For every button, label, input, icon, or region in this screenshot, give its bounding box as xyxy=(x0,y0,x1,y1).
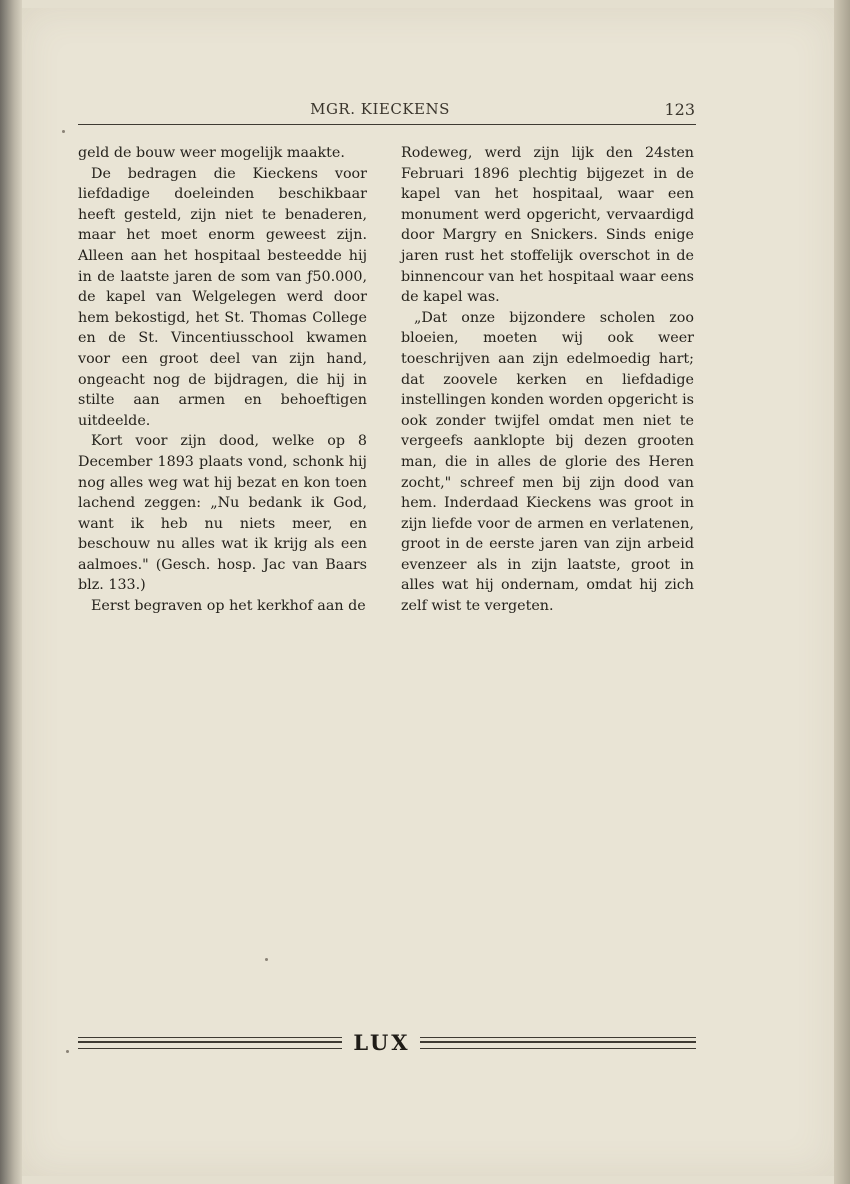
header-rule xyxy=(78,124,696,125)
footer-ornament xyxy=(78,1030,696,1054)
book-binding xyxy=(0,0,22,1184)
paragraph: geld de bouw weer mogelijk maakte. xyxy=(78,145,345,161)
paragraph: De bedragen die Kieckens voor liefdadige doeleinden beschikbaar heeft gesteld, zijn niet te benaderen, maar het moet enorm geweest zijn. Alleen aan het hospitaal besteedde hij in de laatste jaren de som van ƒ50.000, de kapel van Welgelegen werd door hem bekostigd, het St. Thomas College en de St. Vincentiusschool kwamen voor een groot deel van zijn hand, ongeacht nog de bijdragen, die hij in stilte aan armen en behoeftigen uitdeelde. xyxy=(78,165,367,429)
footer-rule-right xyxy=(420,1037,696,1049)
paragraph: „Dat onze bijzondere scholen zoo bloeien, moeten wij ook weer toeschrijven aan zijn edelmoedig hart; dat zoovele kerken en liefdadige instellingen konden worden opgericht is ook zonder twijfel omdat men niet te vergeefs aanklopte bij dezen grooten man, die in alles de glorie des Heren zocht," schreef men bij zijn dood van hem. Inderdaad Kieckens was groot in zijn liefde voor de armen en verlatenen, groot in de eerste jaren van zijn arbeid evenzeer als in zijn laatste, groot in alles wat hij ondernam, omdat hij zich zelf wist te vergeten. xyxy=(401,309,694,615)
paragraph: Kort voor zijn dood, welke op 8 December 1893 plaats vond, schonk hij nog alles weg wat hij bezat en kon toen lachend zeggen: „Nu bedank ik God, want ik heb nu niets meer, en beschouw nu alles wat ik krijg als een aalmoes." (Gesch. hosp. Jac van Baars blz. 133.) xyxy=(78,433,367,594)
paragraph: Eerst begraven op het kerkhof aan de xyxy=(91,598,366,615)
paper-speck xyxy=(265,958,268,961)
footer-rule-left xyxy=(78,1037,342,1049)
paper-speck xyxy=(62,130,65,133)
paragraph: Rodeweg, werd zijn lijk den 24sten Februari 1896 plechtig bijgezet in de kapel van het hospitaal, waar een monument werd opgericht, vervaardigd door Margry en Snickers. Sinds enige jaren rust het stoffelijk overschot in de binnencour van het hospitaal waar eens de kapel was. xyxy=(401,145,694,306)
page-number: 123 xyxy=(664,100,695,119)
left-column xyxy=(78,143,367,617)
running-header-title: MGR. KIECKENS xyxy=(310,100,450,118)
lux-logo: LUX xyxy=(353,1030,411,1055)
right-column xyxy=(401,143,694,617)
page-edge xyxy=(834,0,850,1184)
paper-speck xyxy=(66,1050,69,1053)
